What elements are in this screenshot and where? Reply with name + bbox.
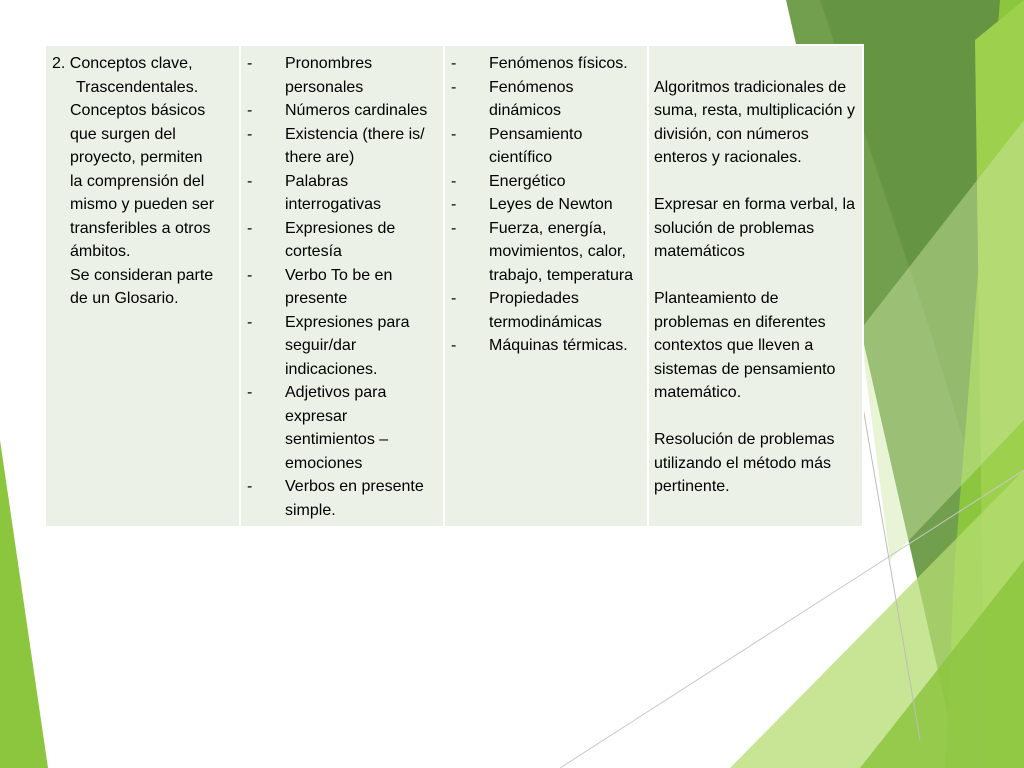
list-item bbox=[247, 170, 437, 217]
dash-bullet: - bbox=[247, 266, 253, 284]
fisica-list bbox=[451, 52, 641, 358]
conceptos-line: la comprensión del bbox=[70, 172, 205, 190]
list-item bbox=[247, 475, 437, 522]
list-item-text: Pensamiento científico bbox=[489, 125, 583, 166]
dash-bullet: - bbox=[247, 478, 253, 495]
paragraph: Expresar en forma verbal, la solución de problemas matemáticos bbox=[654, 196, 855, 260]
list-item-text: Pronombres personales bbox=[285, 55, 373, 96]
list-item bbox=[247, 123, 437, 170]
list-item-text: Números cardinales bbox=[285, 102, 428, 119]
dash-bullet: - bbox=[247, 384, 253, 401]
list-item bbox=[451, 123, 641, 170]
left-green-shape bbox=[0, 440, 48, 768]
dash-bullet: - bbox=[451, 196, 457, 213]
list-item-text: Palabras interrogativas bbox=[285, 172, 382, 213]
cell-conceptos-clave bbox=[46, 46, 239, 526]
dash-bullet: - bbox=[451, 125, 457, 143]
list-item-text: Fuerza, energía, movimientos, calor, trabajo, temperatura bbox=[489, 219, 634, 284]
conceptos-title: 2. Conceptos clave, bbox=[52, 55, 193, 72]
dash-bullet: - bbox=[247, 102, 253, 119]
list-item-text: Expresiones de cortesía bbox=[285, 219, 396, 260]
list-item bbox=[451, 76, 641, 123]
list-item bbox=[247, 311, 437, 382]
dash-bullet: - bbox=[451, 172, 457, 190]
list-item-text: Existencia (there is/ there are) bbox=[285, 125, 425, 166]
conceptos-line: mismo y pueden ser bbox=[70, 196, 215, 213]
list-item bbox=[247, 381, 437, 475]
list-item bbox=[451, 287, 641, 334]
list-item bbox=[247, 264, 437, 311]
list-item-text: Verbos en presente simple. bbox=[285, 478, 424, 519]
paragraph: Planteamiento de problemas en diferentes contextos que lleven a sistemas de pensamiento matemático. bbox=[654, 290, 836, 401]
list-item-text: Adjetivos para expresar sentimientos – emociones bbox=[285, 384, 389, 472]
table-row bbox=[46, 46, 862, 526]
conceptos-line: transferibles a otros bbox=[70, 219, 211, 237]
conceptos-line: Se consideran parte bbox=[70, 266, 214, 284]
cell-ingles-topics bbox=[241, 46, 443, 526]
list-item bbox=[451, 217, 641, 288]
list-item bbox=[451, 170, 641, 194]
conceptos-line: proyecto, permiten bbox=[70, 149, 203, 166]
conceptos-line: Conceptos básicos bbox=[70, 102, 206, 119]
list-item-text: Máquinas térmicas. bbox=[489, 337, 628, 354]
list-item bbox=[247, 52, 437, 99]
list-item-text: Leyes de Newton bbox=[489, 196, 613, 213]
conceptos-line: que surgen del bbox=[70, 125, 176, 143]
paragraph: Algoritmos tradicionales de suma, resta, multiplicación y división, con números enteros y racionales. bbox=[654, 78, 855, 166]
list-item-text: Fenómenos dinámicos bbox=[489, 78, 574, 119]
conceptos-line: ámbitos. bbox=[70, 243, 131, 260]
list-item-text: Propiedades termodinámicas bbox=[489, 290, 602, 331]
list-item-text: Expresiones para seguir/dar indicaciones. bbox=[285, 313, 410, 378]
dash-bullet: - bbox=[451, 78, 457, 96]
list-item-text: Verbo To be en presente bbox=[285, 266, 393, 307]
dash-bullet: - bbox=[247, 125, 253, 143]
paragraph: Resolución de problemas utilizando el método más pertinente. bbox=[654, 431, 835, 495]
dash-bullet: - bbox=[247, 219, 253, 237]
dash-bullet: - bbox=[247, 55, 253, 72]
list-item-text: Energético bbox=[489, 172, 566, 190]
list-item bbox=[451, 334, 641, 358]
list-item-text: Fenómenos físicos. bbox=[489, 55, 628, 72]
content-table bbox=[44, 44, 860, 526]
list-item bbox=[247, 99, 437, 123]
conceptos-line: Trascendentales. bbox=[76, 78, 199, 96]
list-item bbox=[247, 217, 437, 264]
ingles-list bbox=[247, 52, 437, 522]
cell-matematicas-topics bbox=[649, 46, 862, 526]
list-item bbox=[451, 52, 641, 76]
list-item bbox=[451, 193, 641, 217]
dash-bullet: - bbox=[247, 313, 253, 331]
dash-bullet: - bbox=[247, 172, 253, 190]
dash-bullet: - bbox=[451, 290, 457, 307]
conceptos-line: de un Glosario. bbox=[70, 290, 179, 307]
cell-fisica-topics bbox=[445, 46, 647, 526]
dash-bullet: - bbox=[451, 337, 457, 354]
dash-bullet: - bbox=[451, 55, 457, 72]
dash-bullet: - bbox=[451, 219, 457, 237]
